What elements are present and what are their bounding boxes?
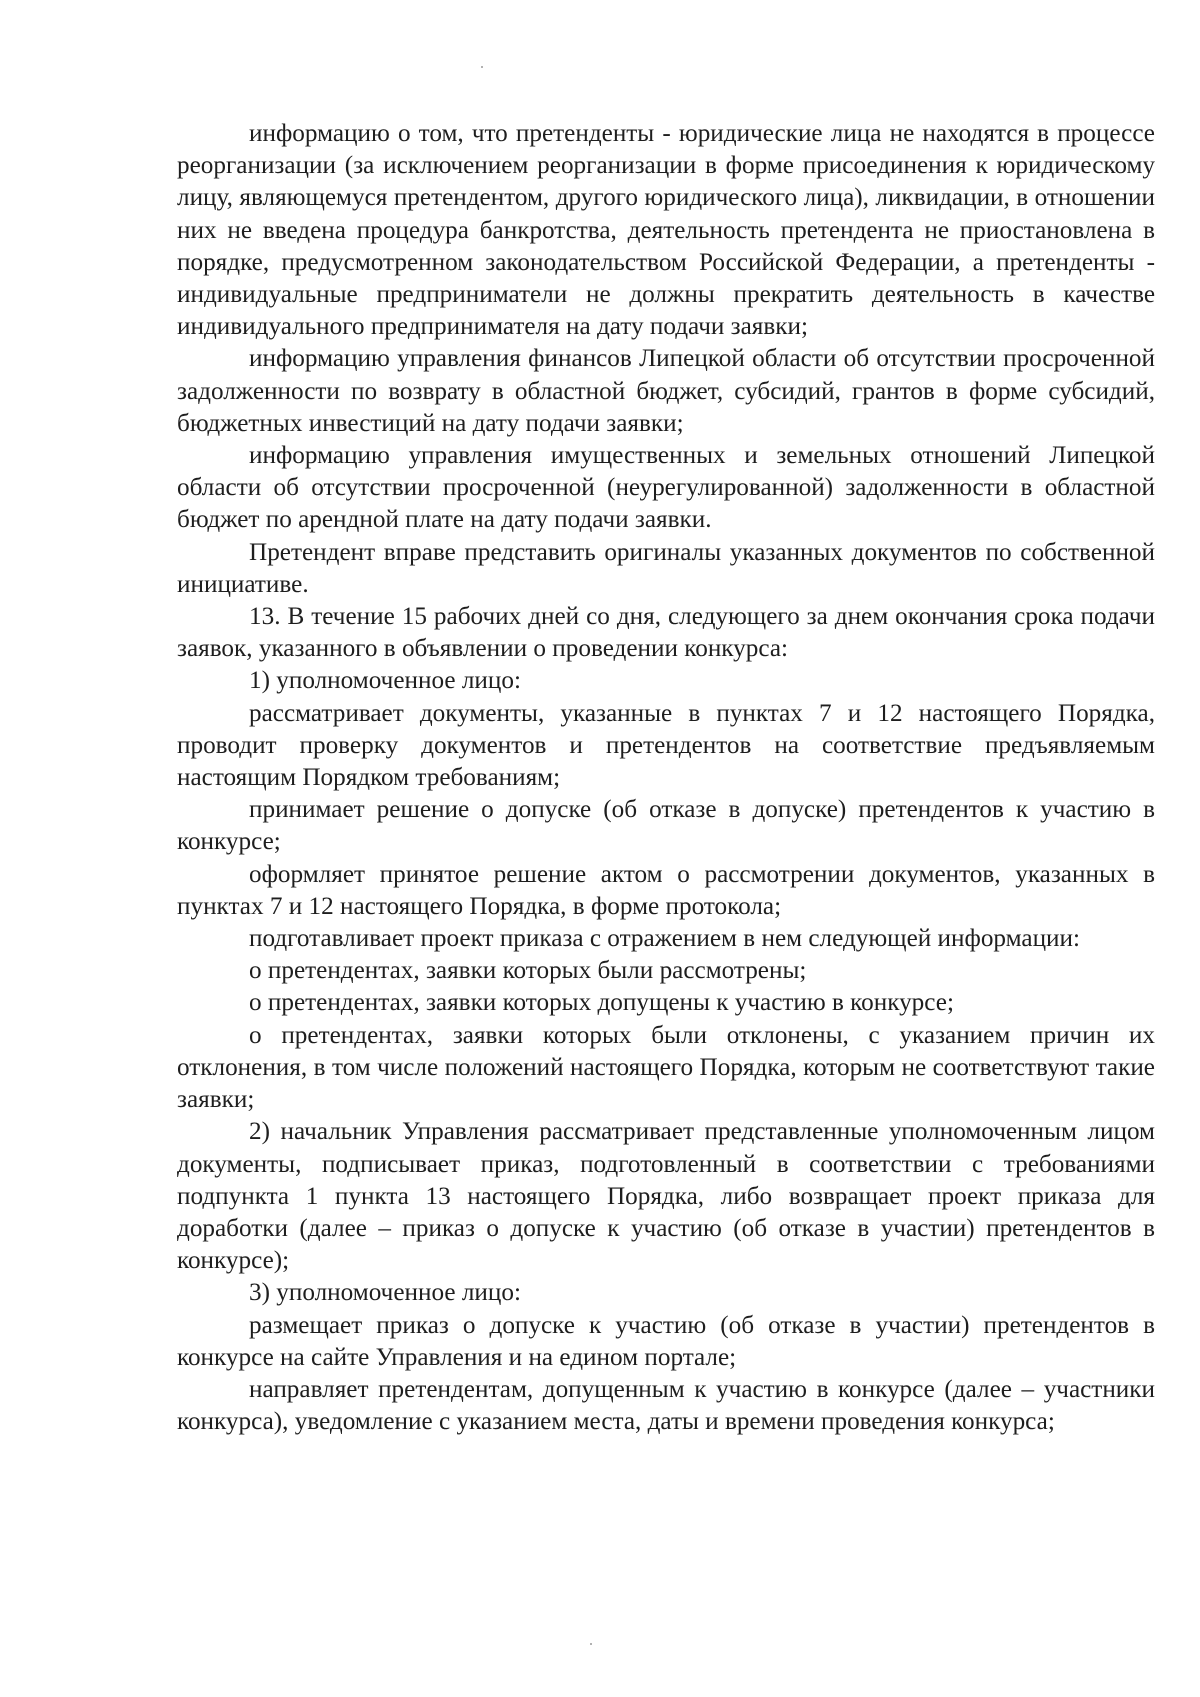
scan-speck-top xyxy=(481,66,483,68)
paragraph-protocol: оформляет принятое решение актом о рассмотрении документов, указанных в пунктах 7 и 12 настоящего Порядка, в форме протокола; xyxy=(177,860,1155,920)
paragraph-originals-right: Претендент вправе представить оригиналы указанных документов по собственной инициативе. xyxy=(177,538,1155,598)
paragraph-item-13: 13. В течение 15 рабочих дней со дня, следующего за днем окончания срока подачи заявок, указанного в объявлении о проведении конкурса: xyxy=(177,603,1155,663)
paragraph-reviews-documents: рассматривает документы, указанные в пунктах 7 и 12 настоящего Порядка, проводит проверку документов и претендентов на соответствие предъявляемым настоящим Порядком требованиям; xyxy=(177,699,1155,792)
paragraph-draft-order: подготавливает проект приказа с отражением в нем следующей информации: xyxy=(249,925,1081,953)
scan-speck-bottom xyxy=(590,1643,592,1645)
paragraph-property-info: информацию управления имущественных и земельных отношений Липецкой области об отсутствии просроченной (неурегулированной) задолженности в областной бюджет по арендной плате на дату подачи заявки. xyxy=(177,442,1155,534)
paragraph-subitem-3: 3) уполномоченное лицо: xyxy=(249,1279,521,1307)
paragraph-publish-order: размещает приказ о допуске к участию (об отказе в участии) претендентов в конкурсе на сайте Управления и на едином портале; xyxy=(177,1311,1155,1371)
paragraph-send-notice: направляет претендентам, допущенным к участию в конкурсе (далее – участники конкурса), уведомление с указанием места, даты и времени проведения конкурса; xyxy=(177,1375,1155,1436)
paragraph-subitem-1: 1) уполномоченное лицо: xyxy=(249,667,521,695)
paragraph-admitted-applicants: о претендентах, заявки которых допущены к участию в конкурсе; xyxy=(249,989,954,1017)
paragraph-admission-decision: принимает решение о допуске (об отказе в допуске) претендентов к участию в конкурсе; xyxy=(177,796,1155,856)
paragraph-subitem-2: 2) начальник Управления рассматривает представленные уполномоченным лицом документы, подписывает приказ, подготовленный в соответствии с требованиями подпункта 1 пункта 13 настоящего Порядка, либо возвращает проект приказа для доработки (далее – приказ о допуске к участию (об отказе в участии) претендентов в конкурсе); xyxy=(177,1118,1155,1275)
document-body xyxy=(177,118,1155,1438)
paragraph-rejected-applicants: о претендентах, заявки которых были отклонены, с указанием причин их отклонения, в том числе положений настоящего Порядка, которым не соответствуют такие заявки; xyxy=(177,1021,1155,1114)
paragraph-finance-info: информацию управления финансов Липецкой области об отсутствии просроченной задолженности по возврату в областной бюджет, субсидий, грантов в форме субсидий, бюджетных инвестиций на дату подачи заявки; xyxy=(177,345,1155,437)
paragraph-legal-entity-info: информацию о том, что претенденты - юридические лица не находятся в процессе реорганизации (за исключением реорганизации в форме присоединения к юридическому лицу, являющемуся претендентом, другого юридического лица), ликвидации, в отношении них не введена процедура банкротства, деятельность претендента не приостановлена в порядке, предусмотренном законодательством Российской Федерации, а претенденты - индивидуальные предприниматели не должны прекратить деятельность в качестве индивидуального предпринимателя на дату подачи заявки; xyxy=(177,120,1155,341)
paragraph-reviewed-applicants: о претендентах, заявки которых были рассмотрены; xyxy=(249,957,807,985)
